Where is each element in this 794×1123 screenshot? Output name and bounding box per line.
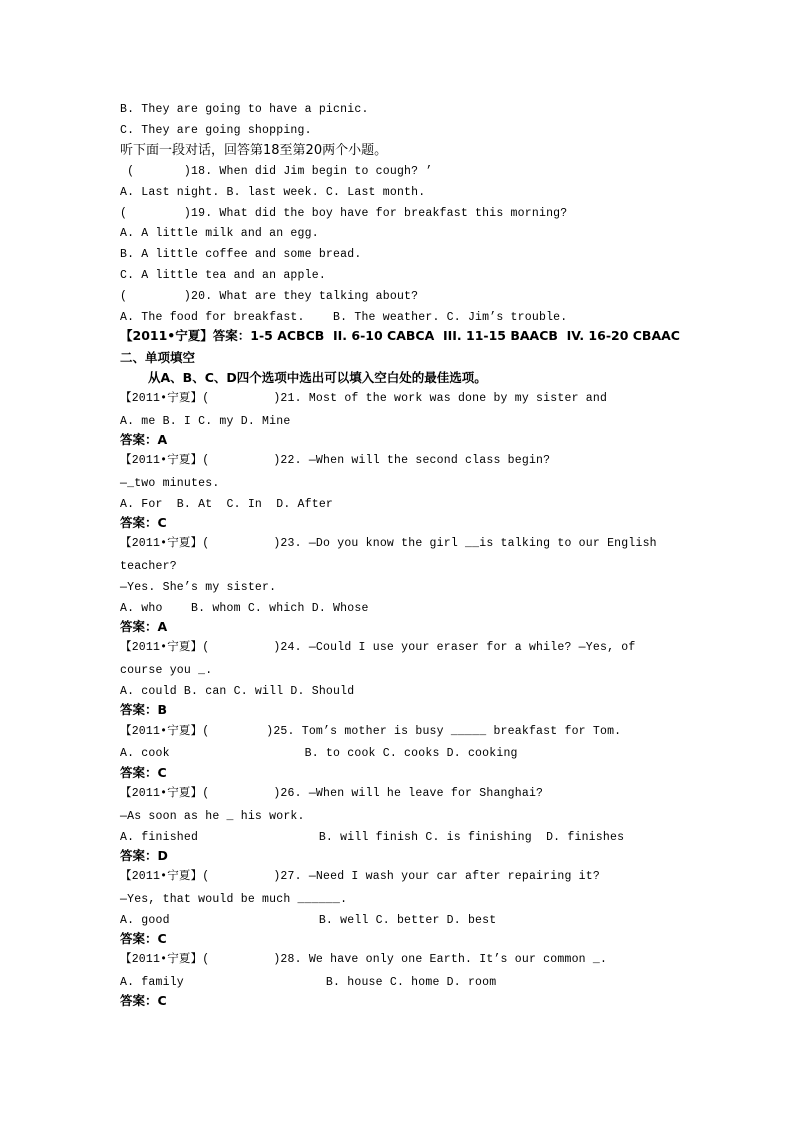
q17-option-c: C. They are going shopping. (120, 124, 312, 137)
question-24-cont: course you _. (120, 664, 213, 677)
q23-options: A. who B. whom C. which D. Whose (120, 602, 369, 615)
q27-response: —Yes, that would be much ______. (120, 893, 348, 906)
section-heading: 二、单项填空 (120, 350, 196, 365)
section-instruction: 从A、B、C、D四个选项中选出可以填入空白处的最佳选项。 (148, 370, 487, 385)
q21-options: A. me B. I C. my D. Mine (120, 415, 291, 428)
question-18: ( )18. When did Jim begin to cough? ’ (120, 165, 433, 178)
listening-instruction: 听下面一段对话，回答第18至第20两个小题。 (120, 143, 388, 158)
q22-options: A. For B. At C. In D. After (120, 498, 334, 511)
q19-option-a: A. A little milk and an egg. (120, 227, 319, 240)
q24-answer: 答案：B (120, 702, 168, 717)
q25-options: A. cook B. to cook C. cooks D. cooking (120, 747, 518, 760)
q28-options: A. family B. house C. home D. room (120, 976, 497, 989)
question-23-cont: teacher? (120, 560, 177, 573)
q19-option-c: C. A little tea and an apple. (120, 269, 326, 282)
question-23: 【2011•宁夏】( )23. —Do you know the girl __is talking to our English (120, 537, 657, 550)
question-19: ( )19. What did the boy have for breakfast this morning? (120, 207, 568, 220)
q21-answer: 答案：A (120, 432, 168, 447)
q22-response: —_two minutes. (120, 477, 220, 490)
q26-response: —As soon as he _ his work. (120, 810, 305, 823)
question-20: ( )20. What are they talking about? (120, 290, 419, 303)
q26-options: A. finished B. will finish C. is finishing D. finishes (120, 831, 625, 844)
q27-options: A. good B. well C. better D. best (120, 914, 497, 927)
q23-answer: 答案：A (120, 619, 168, 634)
listening-answer-key: 【2011•宁夏】答案：1-5 ACBCB II. 6-10 CABCA III. 11-15 BAACB IV. 16-20 CBAAC (120, 328, 680, 343)
q18-options: A. Last night. B. last week. C. Last month. (120, 186, 426, 199)
q17-option-b: B. They are going to have a picnic. (120, 103, 369, 116)
question-26: 【2011•宁夏】( )26. —When will he leave for Shanghai? (120, 787, 544, 800)
question-24: 【2011•宁夏】( )24. —Could I use your eraser for a while? —Yes, of (120, 641, 636, 654)
q25-answer: 答案：C (120, 765, 167, 780)
question-25: 【2011•宁夏】( )25. Tom’s mother is busy _____ breakfast for Tom. (120, 725, 622, 738)
question-27: 【2011•宁夏】( )27. —Need I wash your car after repairing it? (120, 870, 600, 883)
q28-answer: 答案：C (120, 993, 167, 1008)
q19-option-b: B. A little coffee and some bread. (120, 248, 362, 261)
q23-response: —Yes. She’s my sister. (120, 581, 277, 594)
q26-answer: 答案：D (120, 848, 168, 863)
question-21: 【2011•宁夏】( )21. Most of the work was done by my sister and (120, 392, 608, 405)
question-22: 【2011•宁夏】( )22. —When will the second class begin? (120, 454, 551, 467)
q27-answer: 答案：C (120, 931, 167, 946)
q24-options: A. could B. can C. will D. Should (120, 685, 355, 698)
q22-answer: 答案：C (120, 515, 167, 530)
question-28: 【2011•宁夏】( )28. We have only one Earth. It’s our common _. (120, 953, 608, 966)
q20-options: A. The food for breakfast. B. The weather. C. Jim’s trouble. (120, 311, 568, 324)
